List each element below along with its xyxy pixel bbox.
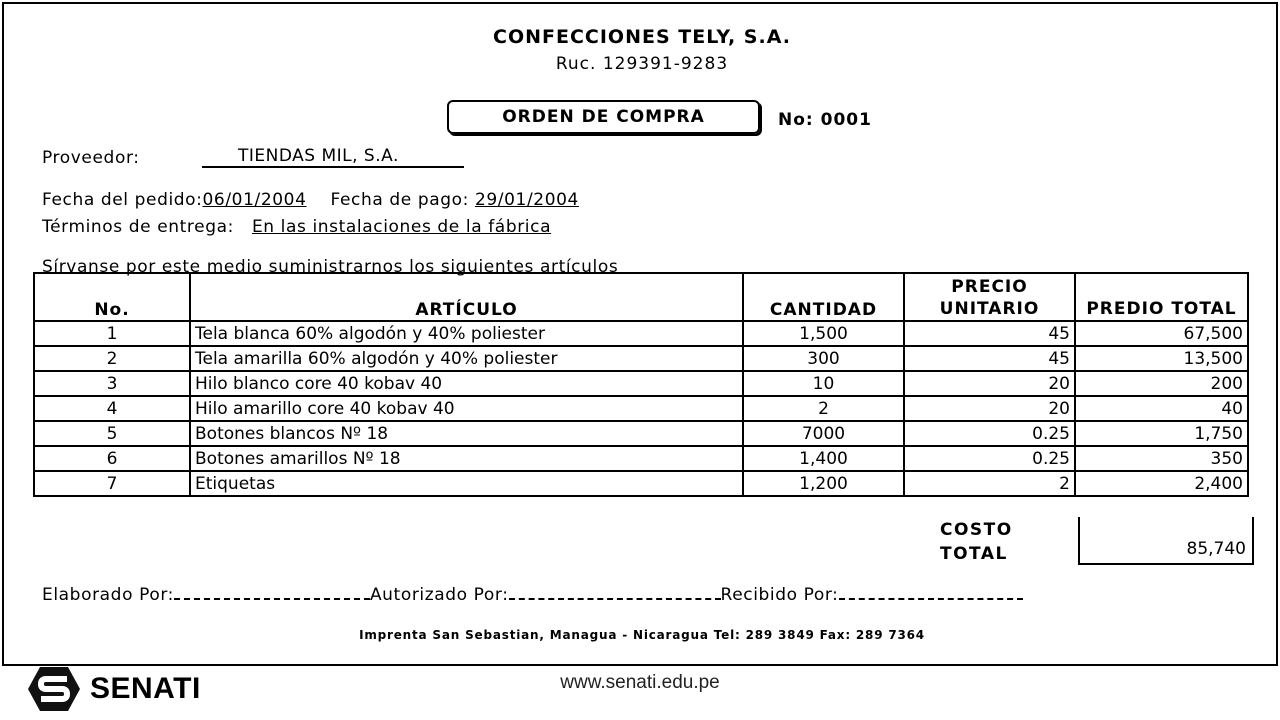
- row-no: 4: [34, 396, 190, 421]
- row-precio-total: 350: [1075, 446, 1248, 471]
- row-articulo: Tela amarilla 60% algodón y 40% poliester: [190, 346, 743, 371]
- row-articulo: Botones blancos Nº 18: [190, 421, 743, 446]
- row-cantidad: 2: [743, 396, 904, 421]
- header-predio-total: PREDIO TOTAL: [1075, 273, 1248, 321]
- row-precio-total: 2,400: [1075, 471, 1248, 496]
- payment-date-label: Fecha de pago:: [330, 190, 469, 210]
- row-no: 7: [34, 471, 190, 496]
- order-date-value: 06/01/2004: [202, 190, 307, 210]
- table-row: [34, 346, 1248, 371]
- row-no: 6: [34, 446, 190, 471]
- row-articulo: Botones amarillos Nº 18: [190, 446, 743, 471]
- recibido-label: Recibido Por:: [720, 585, 839, 605]
- row-precio-total: 67,500: [1075, 321, 1248, 346]
- row-cantidad: 1,200: [743, 471, 904, 496]
- row-precio-total: 1,750: [1075, 421, 1248, 446]
- row-precio-unitario: 20: [904, 371, 1075, 396]
- row-precio-unitario: 45: [904, 321, 1075, 346]
- order-date-label: Fecha del pedido:: [42, 190, 203, 210]
- costo-label-1: COSTO: [940, 520, 1013, 540]
- row-precio-unitario: 2: [904, 471, 1075, 496]
- delivery-value: En las instalaciones de la fábrica: [251, 217, 552, 237]
- autorizado-blank: [509, 584, 721, 600]
- supplier-value: TIENDAS MIL, S.A.: [202, 146, 464, 168]
- order-date-line: [42, 190, 579, 210]
- row-cantidad: 10: [743, 371, 904, 396]
- company-name: CONFECCIONES TELY, S.A.: [493, 26, 791, 48]
- header-no: No.: [34, 273, 190, 321]
- row-articulo: Tela blanca 60% algodón y 40% poliester: [190, 321, 743, 346]
- company-ruc: Ruc. 129391-9283: [555, 54, 729, 74]
- table-row: [34, 371, 1248, 396]
- row-no: 2: [34, 346, 190, 371]
- senati-name: SENATI: [90, 672, 201, 705]
- row-precio-total: 40: [1075, 396, 1248, 421]
- costo-total-value: 85,740: [1078, 517, 1254, 565]
- signature-line: [42, 584, 1023, 605]
- supplier-label: Proveedor:: [42, 148, 140, 168]
- recibido-blank: [839, 584, 1023, 600]
- row-cantidad: 1,500: [743, 321, 904, 346]
- items-table: [33, 272, 1249, 497]
- row-no: 1: [34, 321, 190, 346]
- row-precio-total: 13,500: [1075, 346, 1248, 371]
- table-row: [34, 321, 1248, 346]
- row-no: 3: [34, 371, 190, 396]
- row-cantidad: 7000: [743, 421, 904, 446]
- row-precio-unitario: 20: [904, 396, 1075, 421]
- table-row: [34, 446, 1248, 471]
- table-row: [34, 421, 1248, 446]
- printer-footer: Imprenta San Sebastian, Managua - Nicaragua Tel: 289 3849 Fax: 289 7364: [359, 628, 925, 642]
- table-header-row: [34, 273, 1248, 321]
- row-cantidad: 300: [743, 346, 904, 371]
- autorizado-label: Autorizado Por:: [369, 585, 509, 605]
- row-articulo: Hilo blanco core 40 kobav 40: [190, 371, 743, 396]
- table-row: [34, 471, 1248, 496]
- request-text: Sírvanse por este medio suministrarnos los siguientes artículos: [42, 257, 619, 277]
- header-articulo: ARTÍCULO: [190, 273, 743, 321]
- elaborado-label: Elaborado Por:: [42, 585, 174, 605]
- delivery-line: [42, 217, 551, 237]
- costo-total-label: [940, 518, 1013, 566]
- row-precio-total: 200: [1075, 371, 1248, 396]
- row-articulo: Etiquetas: [190, 471, 743, 496]
- header-precio-unitario: PRECIO UNITARIO: [904, 273, 1075, 321]
- payment-date-value: 29/01/2004: [474, 190, 579, 210]
- order-title: ORDEN DE COMPRA: [447, 100, 760, 134]
- row-precio-unitario: 0.25: [904, 421, 1075, 446]
- row-articulo: Hilo amarillo core 40 kobav 40: [190, 396, 743, 421]
- row-cantidad: 1,400: [743, 446, 904, 471]
- elaborado-blank: [174, 584, 370, 600]
- row-precio-unitario: 45: [904, 346, 1075, 371]
- costo-label-2: TOTAL: [940, 544, 1008, 564]
- header-cantidad: CANTIDAD: [743, 273, 904, 321]
- row-precio-unitario: 0.25: [904, 446, 1075, 471]
- delivery-label: Términos de entrega:: [42, 217, 234, 237]
- order-number: No: 0001: [778, 110, 872, 130]
- row-no: 5: [34, 421, 190, 446]
- table-row: [34, 396, 1248, 421]
- website-link[interactable]: www.senati.edu.pe: [560, 672, 720, 693]
